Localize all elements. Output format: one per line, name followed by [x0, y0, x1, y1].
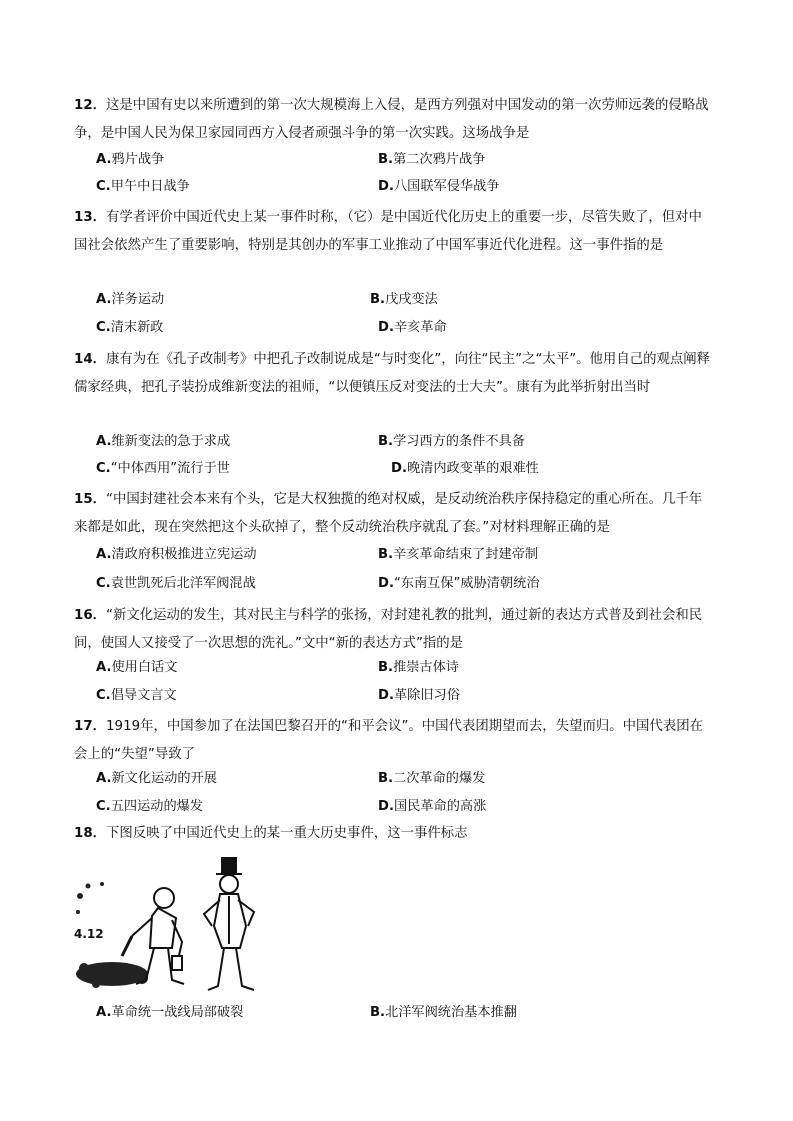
option-b[interactable]: B.推崇古体诗 — [378, 660, 459, 675]
question-16 — [74, 602, 714, 658]
option-c[interactable]: C.倡导文言文 — [96, 688, 177, 703]
question-12 — [74, 92, 714, 148]
option-b[interactable]: B.戊戌变法 — [370, 292, 438, 307]
question-stem: 有学者评价中国近代史上某一事件时称，（它）是中国近代化历史上的重要一步，尽管失败了，但对中国社会依然产生了重要影响，特别是其创办的军事工业推动了中国军事近代化进程。这一事件指的是 — [74, 210, 702, 253]
question-number: 18． — [74, 826, 107, 841]
question-stem: 这是中国有史以来所遭到的第一次大规模海上入侵，是西方列强对中国发动的第一次劳师远袭的侵略战争，是中国人民为保卫家园同西方入侵者顽强斗争的第一次实践。这场战争是 — [74, 98, 709, 141]
question-17 — [74, 713, 714, 769]
option-d[interactable]: D.“东南互保”威胁清朝统治 — [378, 576, 540, 591]
option-d[interactable]: D.晚清内政变革的艰难性 — [391, 461, 539, 476]
option-c[interactable]: C.甲午中日战争 — [96, 179, 190, 194]
option-a[interactable]: A.鸦片战争 — [96, 152, 165, 167]
question-number: 15． — [74, 492, 107, 507]
option-b[interactable]: B.北洋军阀统治基本推翻 — [370, 1005, 517, 1020]
question-stem: 康有为在《孔子改制考》中把孔子改制说成是“与时变化”，向往“民主”之“太平”。他用自己的观点阐释儒家经典，把孔子装扮成维新变法的祖师，“以便镇压反对变法的士大夫”。康有为此举折射出当时 — [74, 352, 711, 395]
cartoon-illustration — [72, 856, 262, 994]
option-a[interactable]: A.新文化运动的开展 — [96, 771, 217, 786]
option-c[interactable]: C.五四运动的爆发 — [96, 799, 204, 814]
question-stem: 1919年，中国参加了在法国巴黎召开的“和平会议”。中国代表团期望而去，失望而归。中国代表团在会上的“失望”导致了 — [74, 719, 703, 762]
option-d[interactable]: D.八国联军侵华战争 — [378, 179, 500, 194]
question-number: 17． — [74, 719, 107, 734]
question-13 — [74, 204, 714, 260]
question-number: 14． — [74, 352, 107, 367]
tall-figure — [204, 858, 254, 990]
figure-caption: 4.12 — [74, 927, 104, 941]
option-c[interactable]: C.“中体西用”流行于世 — [96, 461, 230, 476]
option-a[interactable]: A.使用白话文 — [96, 660, 178, 675]
question-15 — [74, 486, 714, 542]
question-number: 16． — [74, 608, 107, 623]
option-a[interactable]: A.维新变法的急于求成 — [96, 434, 231, 449]
option-b[interactable]: B.第二次鸦片战争 — [378, 152, 486, 167]
cartoon-svg — [72, 856, 262, 994]
option-a[interactable]: A.清政府积极推进立宪运动 — [96, 547, 257, 562]
option-c[interactable]: C.清末新政 — [96, 320, 164, 335]
option-a[interactable]: A.洋务运动 — [96, 292, 165, 307]
question-stem: 下图反映了中国近代史上的某一重大历史事件，这一事件标志 — [106, 826, 468, 841]
option-b[interactable]: B.学习西方的条件不具备 — [378, 434, 525, 449]
question-number: 12． — [74, 98, 107, 113]
option-c[interactable]: C.袁世凯死后北洋军阀混战 — [96, 576, 256, 591]
option-d[interactable]: D.辛亥革命 — [378, 320, 447, 335]
question-number: 13． — [74, 210, 107, 225]
option-b[interactable]: B.二次革命的爆发 — [378, 771, 486, 786]
option-d[interactable]: D.国民革命的高涨 — [378, 799, 487, 814]
question-stem: “新文化运动的发生，其对民主与科学的张扬，对封建礼教的批判，通过新的表达方式普及到社会和民间，使国人又接受了一次思想的洗礼。”文中“新的表达方式”指的是 — [74, 608, 703, 651]
option-b[interactable]: B.辛亥革命结束了封建帝制 — [378, 547, 539, 562]
question-14 — [74, 346, 714, 402]
option-d[interactable]: D.革除旧习俗 — [378, 688, 460, 703]
question-18 — [74, 820, 714, 848]
question-stem: “中国封建社会本来有个头，它是大权独揽的绝对权威，是反动统治秩序保持稳定的重心所在。几千年来都是如此，现在突然把这个头砍掉了，整个反动统治秩序就乱了套。”对材料理解正确的是 — [74, 492, 703, 535]
option-a[interactable]: A.革命统一战线局部破裂 — [96, 1005, 244, 1020]
